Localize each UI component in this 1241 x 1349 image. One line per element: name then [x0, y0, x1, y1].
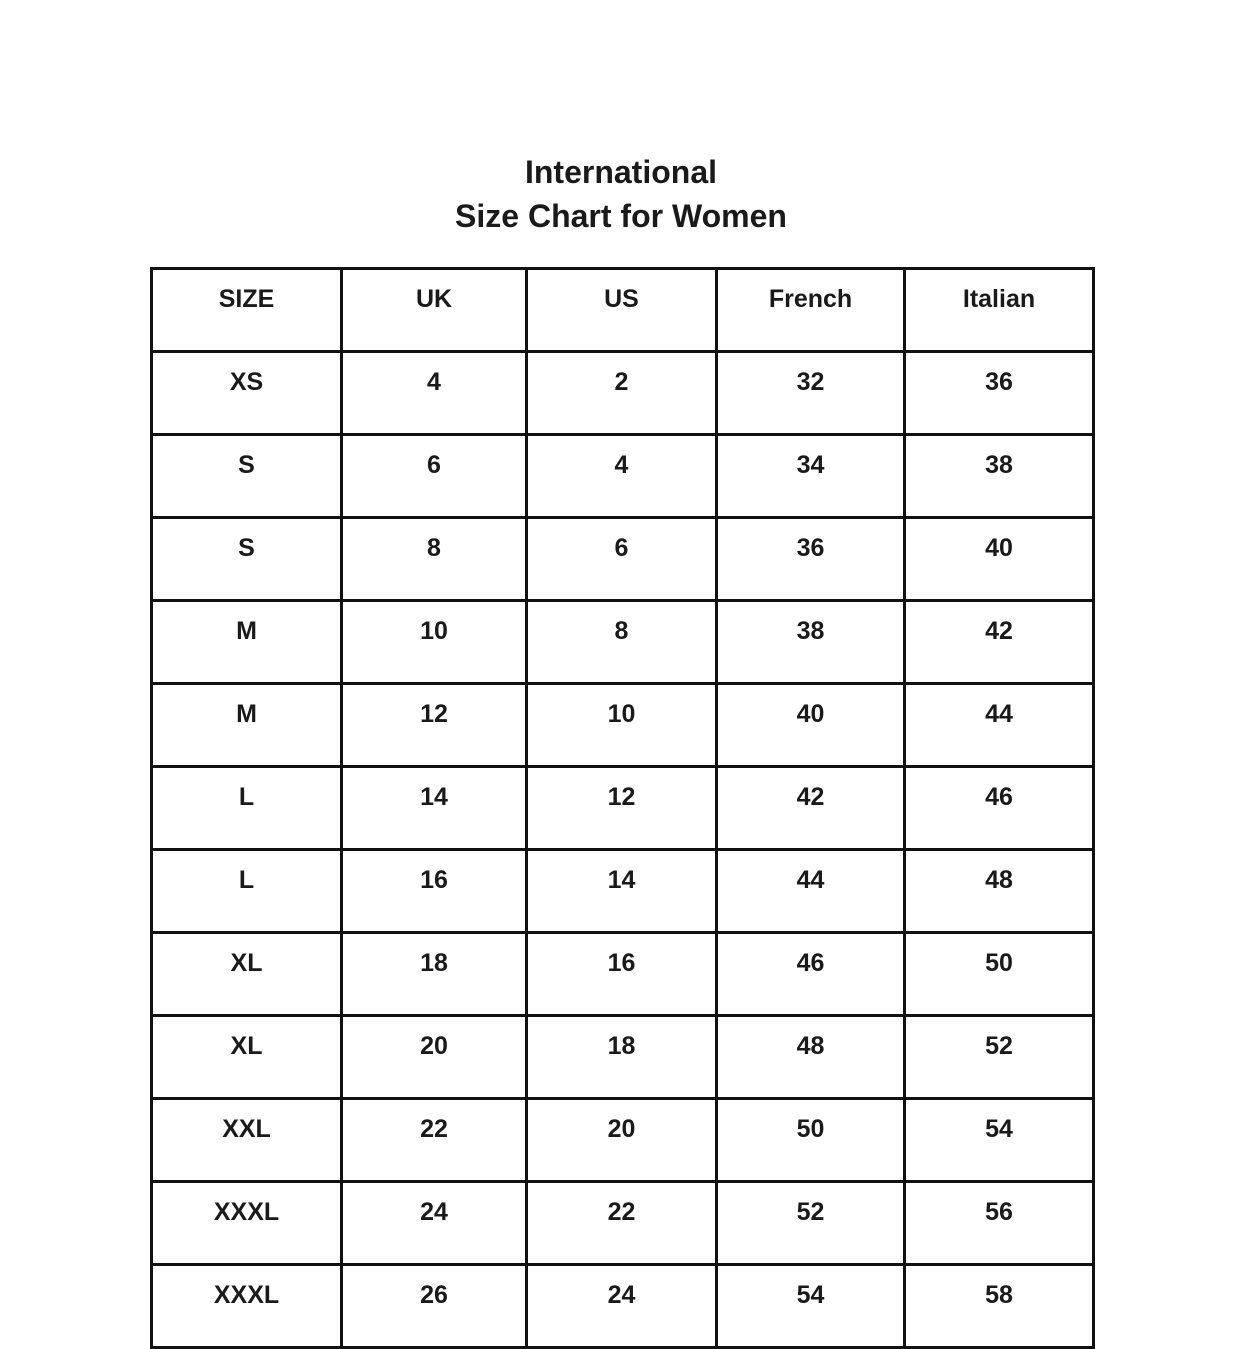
table-cell: 38 [905, 435, 1094, 518]
table-cell: 58 [905, 1265, 1094, 1348]
table-cell: 2 [527, 352, 717, 435]
table-row [152, 352, 1094, 435]
table-body [152, 352, 1094, 1348]
table-cell: XS [152, 352, 342, 435]
table-cell: XXXL [152, 1182, 342, 1265]
table-row [152, 933, 1094, 1016]
table-cell: 54 [717, 1265, 905, 1348]
table-cell: S [152, 435, 342, 518]
table-cell: 4 [342, 352, 527, 435]
table-header-cell: US [527, 269, 717, 352]
size-chart-table [150, 267, 1095, 1349]
table-cell: 16 [342, 850, 527, 933]
table-cell: L [152, 767, 342, 850]
table-row [152, 850, 1094, 933]
table-cell: 40 [717, 684, 905, 767]
table-row [152, 518, 1094, 601]
table-cell: XXXL [152, 1265, 342, 1348]
table-cell: 22 [527, 1182, 717, 1265]
table-cell: 10 [527, 684, 717, 767]
table-cell: 36 [717, 518, 905, 601]
table-cell: 56 [905, 1182, 1094, 1265]
table-cell: M [152, 601, 342, 684]
table-row [152, 601, 1094, 684]
table-cell: 50 [905, 933, 1094, 1016]
table-cell: 48 [717, 1016, 905, 1099]
table-cell: 8 [527, 601, 717, 684]
table-cell: 46 [905, 767, 1094, 850]
table-row [152, 767, 1094, 850]
page-title [150, 150, 1092, 238]
table-cell: 34 [717, 435, 905, 518]
page-title-line1: International [524, 154, 717, 190]
page-title-line2: Size Chart for Women [455, 198, 787, 234]
table-cell: 40 [905, 518, 1094, 601]
table-header-row [152, 269, 1094, 352]
table-cell: 48 [905, 850, 1094, 933]
table-cell: 44 [905, 684, 1094, 767]
table-cell: 12 [342, 684, 527, 767]
table-cell: 42 [717, 767, 905, 850]
table-cell: XL [152, 1016, 342, 1099]
table-header-cell: Italian [905, 269, 1094, 352]
table-cell: 22 [342, 1099, 527, 1182]
table-row [152, 1265, 1094, 1348]
table-cell: M [152, 684, 342, 767]
table-cell: 6 [342, 435, 527, 518]
table-cell: 44 [717, 850, 905, 933]
table-row [152, 1182, 1094, 1265]
table-cell: 36 [905, 352, 1094, 435]
table-row [152, 269, 1094, 352]
table-row [152, 684, 1094, 767]
table-cell: 26 [342, 1265, 527, 1348]
table-cell: 18 [527, 1016, 717, 1099]
table-cell: XL [152, 933, 342, 1016]
table-header-cell: UK [342, 269, 527, 352]
table-row [152, 435, 1094, 518]
table-row [152, 1099, 1094, 1182]
table-header-cell: French [717, 269, 905, 352]
table-cell: XXL [152, 1099, 342, 1182]
table-cell: 18 [342, 933, 527, 1016]
table-header-cell: SIZE [152, 269, 342, 352]
table-cell: 50 [717, 1099, 905, 1182]
table-cell: 52 [905, 1016, 1094, 1099]
table-cell: 4 [527, 435, 717, 518]
table-cell: 42 [905, 601, 1094, 684]
table-cell: 24 [342, 1182, 527, 1265]
table-cell: 24 [527, 1265, 717, 1348]
table-cell: 38 [717, 601, 905, 684]
table-cell: S [152, 518, 342, 601]
table-cell: 46 [717, 933, 905, 1016]
table-cell: 8 [342, 518, 527, 601]
table-cell: 10 [342, 601, 527, 684]
table-cell: 6 [527, 518, 717, 601]
table-cell: 32 [717, 352, 905, 435]
table-cell: 14 [527, 850, 717, 933]
table-cell: 52 [717, 1182, 905, 1265]
table-cell: L [152, 850, 342, 933]
table-cell: 20 [342, 1016, 527, 1099]
table-cell: 12 [527, 767, 717, 850]
table-cell: 16 [527, 933, 717, 1016]
table-cell: 54 [905, 1099, 1094, 1182]
table-cell: 20 [527, 1099, 717, 1182]
table-cell: 14 [342, 767, 527, 850]
table-row [152, 1016, 1094, 1099]
